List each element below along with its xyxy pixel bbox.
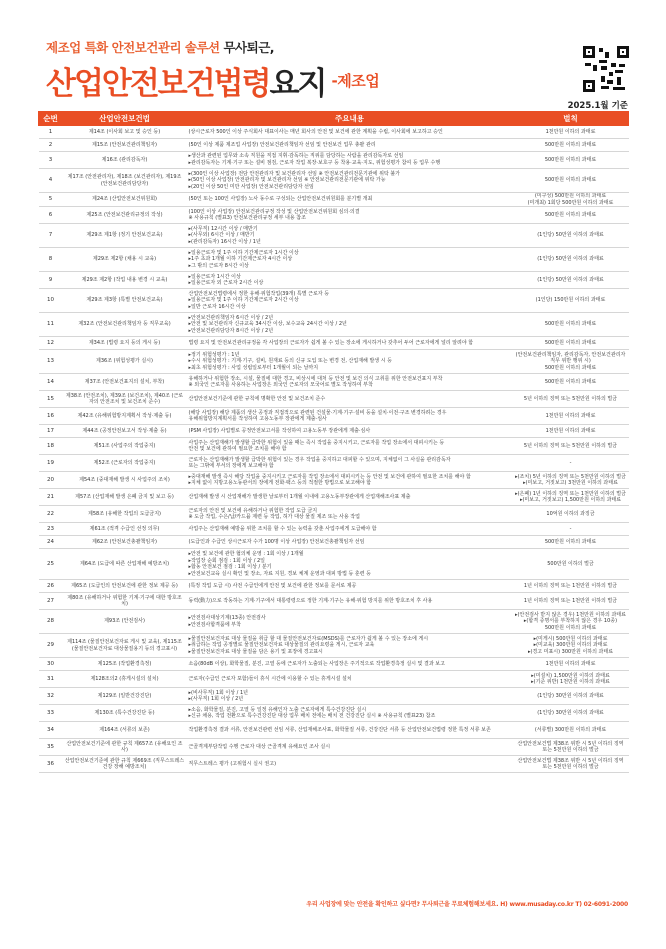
table-row bbox=[39, 688, 629, 705]
row-content: ▸안전보건관리책임자 6시간 이상 / 2년 ▸안전 및 보건관리자 신규교육 34시간 이상, 보수교육 24시간 이상 / 2년 ▸안전보건관리담당자 8시간 이상 / 2년 bbox=[187, 313, 513, 337]
table-row bbox=[39, 593, 629, 610]
law-article: 제36조 (위험성평가 실시) bbox=[63, 350, 187, 374]
row-content: ▸일용근로자 1시간 이상 ▸일용근로자 외 근로자 2시간 이상 bbox=[187, 272, 513, 289]
table-row bbox=[39, 671, 629, 688]
page-title bbox=[46, 58, 379, 103]
row-number: 20 bbox=[39, 472, 63, 489]
title-main: 산업안전보건법령 bbox=[46, 66, 270, 102]
law-article: 제114조 (물질안전보건자료 게시 및 교육), 제115조 (물질안전보건자료 대상물질용기 등의 경고표시) bbox=[63, 634, 187, 658]
row-penalty: 5년 이하의 징역 또는 5천만원 이하의 벌금 bbox=[513, 391, 629, 408]
row-number: 9 bbox=[39, 272, 63, 289]
row-number: 14 bbox=[39, 374, 63, 391]
row-penalty: (안전보건관리책임자, 관리감독자, 안전보건관리자 직무 위반 행위 시) 500만원 이하의 과태료 bbox=[513, 350, 629, 374]
law-article: 제129조 (일반건강진단) bbox=[63, 688, 187, 705]
row-number: 22 bbox=[39, 506, 63, 523]
law-article: 제164조 (서류의 보존) bbox=[63, 722, 187, 739]
row-content: 사업주는 산업재해 예방을 위한 조치를 할 수 있는 능력을 갖춘 사업주에게 도급해야 함 bbox=[187, 523, 513, 536]
law-article: 제58조 (유해한 작업의 도급금지) bbox=[63, 506, 187, 523]
header-no: 순번 bbox=[39, 112, 63, 126]
law-article: 제29조 제1항 (정기 안전보건교육) bbox=[63, 224, 187, 248]
table-row bbox=[39, 408, 629, 425]
law-article: 제52조 (근로자의 작업중지) bbox=[63, 455, 187, 472]
row-number: 7 bbox=[39, 224, 63, 248]
row-penalty: 1천만원 이하의 과태료 bbox=[513, 425, 629, 438]
row-content: ▸소음, 화학물질, 분진, 고열 등 일정 유해인자 노출 근로자에게 특수건강진단 실시 ▸신규 채용, 작업 전환으로 특수건강진단 대상 업무 배치 전에는 배치 전 건강진단 실시 ※ 사용규칙 (별표23) 참조 bbox=[187, 705, 513, 722]
row-number: 23 bbox=[39, 523, 63, 536]
row-number: 27 bbox=[39, 593, 63, 610]
row-penalty: 500만원 이하의 과태료 bbox=[513, 337, 629, 350]
law-article: 제51조 (사업주의 작업중지) bbox=[63, 438, 187, 455]
table-row bbox=[39, 126, 629, 139]
row-content: 법령 요지 및 안전보건관리규정을 각 사업장의 근로자가 쉽게 볼 수 있는 장소에 게시하거나 갖추어 두어 근로자에게 널리 알려야 함 bbox=[187, 337, 513, 350]
row-content: ▸생산과 관련된 업무와 소속 직원을 직접 지휘·감독하는 직위를 담당하는 사람을 관리감독자로 선임 ▸관리감독자는 기계·기구 또는 설비 점검, 근로자 작업 복장·보호구 등 착용·교육·지도, 위험성평가 참여 등 업무 수행 bbox=[187, 152, 513, 169]
row-number: 13 bbox=[39, 350, 63, 374]
row-content: ▸(사무직) 12시간 이상 / 매반기 ▸(사무외) 6시간 이상 / 매반기 ▸(관리감독자) 16시간 이상 / 1년 bbox=[187, 224, 513, 248]
row-number: 21 bbox=[39, 489, 63, 506]
law-article: 제37조 (안전보건표지의 설치, 부착) bbox=[63, 374, 187, 391]
row-number: 6 bbox=[39, 207, 63, 224]
table-row bbox=[39, 472, 629, 489]
table-row bbox=[39, 337, 629, 350]
table-row bbox=[39, 489, 629, 506]
row-penalty: 500만원 이하의 과태료 bbox=[513, 536, 629, 549]
row-content: 작업환경측정 결과 서류, 안전보건관련 선임 서류, 산업재해조사표, 화학물질 서류, 건강진단 서류 등 산업안전보건법령 정한 특정 서류 보존 bbox=[187, 722, 513, 739]
row-content: 동력(動力)으로 작동하는 기계·기구에서 대통령령으로 정한 기계·기구는 유해·위험 방지를 위한 방호조치 후 사용 bbox=[187, 593, 513, 610]
row-number: 35 bbox=[39, 739, 63, 756]
row-penalty: 1년 이하의 징역 또는 1천만원 이하의 벌금 bbox=[513, 580, 629, 593]
title-emphasis: 요지 bbox=[269, 66, 326, 102]
subtitle-text: 제조업 특화 안전보건관리 솔루션 bbox=[46, 40, 220, 55]
row-content: (100인 이상 사업장) 안전보건관리규정 작성 및 산업안전보건위원회 심의·의결 ※ 사용규칙 (별표3) 안전보건관리규정 세부 내용 참조 bbox=[187, 207, 513, 224]
row-number: 18 bbox=[39, 438, 63, 455]
row-number: 19 bbox=[39, 455, 63, 472]
row-number: 12 bbox=[39, 337, 63, 350]
row-number: 31 bbox=[39, 671, 63, 688]
row-penalty: 500만원 이하의 과태료 bbox=[513, 139, 629, 152]
table-row bbox=[39, 739, 629, 756]
row-number: 17 bbox=[39, 425, 63, 438]
table-row bbox=[39, 169, 629, 193]
row-penalty: - bbox=[513, 523, 629, 536]
law-article: 제25조 (안전보건관리규정의 작성) bbox=[63, 207, 187, 224]
law-article: 제93조 (안전검사) bbox=[63, 610, 187, 634]
title-suffix: -제조업 bbox=[331, 72, 380, 90]
row-content: ▸(비사무직) 1회 이상 / 1년 ▸(사무직) 1회 이상 / 2년 bbox=[187, 688, 513, 705]
row-penalty: 1천만원 이하의 과태료 bbox=[513, 126, 629, 139]
table-row bbox=[39, 634, 629, 658]
law-article: 제125조 (작업환경측정) bbox=[63, 658, 187, 671]
qr-code-icon[interactable] bbox=[583, 46, 629, 92]
row-number: 29 bbox=[39, 634, 63, 658]
row-penalty: ▸(안전검사 받지 않은 경우) 1천만원 이하의 과태료 ▸(합격 증명서를 부착하지 않은 경우 10종) 500만원 이하의 과태료 bbox=[513, 610, 629, 634]
table-row bbox=[39, 391, 629, 408]
table-row bbox=[39, 313, 629, 337]
row-number: 32 bbox=[39, 688, 63, 705]
law-article: 제17조 (안전관리자), 제18조 (보건관리자), 제19조 (안전보건관리담당자) bbox=[63, 169, 187, 193]
row-content: 근골격계부담작업 수행 근로자 대상 근골격계 유해요인 조사 실시 bbox=[187, 739, 513, 756]
table-row bbox=[39, 224, 629, 248]
row-number: 3 bbox=[39, 152, 63, 169]
row-penalty: (1인당) 50만원 이하의 과태료 bbox=[513, 248, 629, 272]
row-number: 34 bbox=[39, 722, 63, 739]
row-number: 24 bbox=[39, 536, 63, 549]
row-penalty: 10억원 이하의 과징금 bbox=[513, 506, 629, 523]
table-row bbox=[39, 756, 629, 773]
row-penalty: (1인당) 30만원 이하의 과태료 bbox=[513, 688, 629, 705]
row-number: 30 bbox=[39, 658, 63, 671]
row-content: (특정 작업 도급 시) 사전 수급인에게 안전 및 보건에 관한 정보를 문서로 제공 bbox=[187, 580, 513, 593]
row-content: (50인 이상 제품 제조업 사업장) 안전보건관리책임자 선임 및 안전보건 업무 총괄 관리 bbox=[187, 139, 513, 152]
table-row bbox=[39, 455, 629, 472]
law-article: 제38조 (안전조치), 제39조 (보건조치), 제40조 (근로자의 안전조치 및 보건조치 준수) bbox=[63, 391, 187, 408]
row-penalty: 1천만원 이하의 과태료 bbox=[513, 658, 629, 671]
law-article: 제42조 (유해위험방지계획서 작성·제출 등) bbox=[63, 408, 187, 425]
table-row bbox=[39, 425, 629, 438]
law-article: 제29조 제2항 (작업 내용 변경 시 교육) bbox=[63, 272, 187, 289]
row-content: ▸정기 위험성평가 : 1년 ▸수시 위험성평가 : 기계·기구, 설비, 원재료 등의 신규 도입 또는 변경 전, 산업재해 발생 시 등 ▸최초 위험성평가 : 사업 성립일로부터 1개월이 되는 날까지 bbox=[187, 350, 513, 374]
law-article: 제64조 (도급에 따른 산업재해 예방조치) bbox=[63, 549, 187, 580]
table-row bbox=[39, 658, 629, 671]
law-article: 제32조 (안전보건관리책임자 등 직무교육) bbox=[63, 313, 187, 337]
table-row bbox=[39, 523, 629, 536]
row-content: 유해하거나 위험한 장소, 시설, 물질에 대한 경고, 비상시에 대처 등 안전 및 보건 의식 고취를 위한 안전보건표지 부착 ※ 외국인 근로자를 사용하는 사업장은 외국인 근로자의 모국어로 별도 작성하여 부착 bbox=[187, 374, 513, 391]
law-article: 제24조 (산업안전보건위원회) bbox=[63, 193, 187, 207]
row-penalty: 5년 이하의 징역 또는 5천만원 이하의 벌금 bbox=[513, 438, 629, 455]
row-number: 28 bbox=[39, 610, 63, 634]
row-number: 25 bbox=[39, 549, 63, 580]
row-content: ▸안전검사대상기계(13종) 안전검사 ▸안전검사합격품에 부착 bbox=[187, 610, 513, 634]
row-number: 11 bbox=[39, 313, 63, 337]
row-penalty: 500만원 이하의 과태료 bbox=[513, 152, 629, 169]
row-penalty: (미구성) 500만원 이하의 과태료 (미개최) 1회당 500만원 이하의 과태료 bbox=[513, 193, 629, 207]
row-number: 33 bbox=[39, 705, 63, 722]
row-penalty: 500만원 이하의 과태료 bbox=[513, 169, 629, 193]
law-article: 제61조 (적격 수급인 선정 의무) bbox=[63, 523, 187, 536]
brand-name: 무사퇴근, bbox=[223, 40, 275, 55]
row-penalty: - bbox=[513, 455, 629, 472]
table-row bbox=[39, 207, 629, 224]
row-penalty: (1인당) 30만원 이하의 과태료 bbox=[513, 705, 629, 722]
law-article: 제57조 (산업재해 발생 은폐 금지 및 보고 등) bbox=[63, 489, 187, 506]
law-article: 제62조 (안전보건총괄책임자) bbox=[63, 536, 187, 549]
table-body bbox=[39, 126, 629, 773]
law-article: 산업안전보건기준에 관한 규칙 제669조 (직무스트레스 건강 장해 예방조치) bbox=[63, 756, 187, 773]
law-article: 제16조 (관리감독자) bbox=[63, 152, 187, 169]
row-penalty: 산업안전보건법 제38조 위반 시 5년 이하의 징역 또는 5천만원 이하의 벌금 bbox=[513, 739, 629, 756]
table-row bbox=[39, 610, 629, 634]
header-penalty: 벌칙 bbox=[513, 112, 629, 126]
law-article: 제29조 제2항 (채용 시 교육) bbox=[63, 248, 187, 272]
law-article: 제29조 제3항 (특별 안전보건교육) bbox=[63, 289, 187, 313]
table-row bbox=[39, 536, 629, 549]
row-penalty: 500만원 이하의 과태료 bbox=[513, 207, 629, 224]
row-content: 근로자는 산업재해가 발생할 급박한 위험이 있는 경우 작업을 중지하고 대피할 수 있으며, 지체없이 그 사실을 관리감독자 또는 그밖에 부서의 장에게 보고해야 함 bbox=[187, 455, 513, 472]
row-penalty: ▸(미게시) 500만원 이하의 과태료 ▸(미교육) 300만원 이하의 과태료 ▸(경고 미표시) 300만원 이하의 과태료 bbox=[513, 634, 629, 658]
row-content: (PSM 사업장) 사업별로 공정안전보고서를 작성하여 고용노동부 장관에게 제출·심사 bbox=[187, 425, 513, 438]
law-article: 제80조 (유해하거나 위험한 기계·기구에 대한 방호조치) bbox=[63, 593, 187, 610]
row-content: 근로자의 안전 및 보건에 유해하거나 위험한 작업 도급 금지 ※ 도금 작업, 수은/납/카드뮴 제련 등 작업, 허가 대상 물질 제조 또는 사용 작업 bbox=[187, 506, 513, 523]
row-penalty: (서류별) 300만원 이하의 과태료 bbox=[513, 722, 629, 739]
row-penalty: 500만원 이하의 과태료 bbox=[513, 374, 629, 391]
row-number: 1 bbox=[39, 126, 63, 139]
table-row bbox=[39, 350, 629, 374]
row-penalty: (1인당) 150만원 이하의 과태료 bbox=[513, 289, 629, 313]
row-penalty: 500만원 이하의 벌금 bbox=[513, 549, 629, 580]
row-penalty: ▸(미설치) 1,500만원 이하의 과태료 ▸(기준 위반) 1천만원 이하의 과태료 bbox=[513, 671, 629, 688]
row-content: 산업안전보건법령에서 정한 유해·위험작업(39개) 특별 근로자 등 ▸일용근로자 및 1주 이하 기간제근로자 2시간 이상 ▸일반 근로자 16시간 이상 bbox=[187, 289, 513, 313]
row-number: 10 bbox=[39, 289, 63, 313]
table-row bbox=[39, 193, 629, 207]
header-law: 산업안전보건법 bbox=[63, 112, 187, 126]
header-subtitle bbox=[46, 38, 274, 56]
row-number: 26 bbox=[39, 580, 63, 593]
law-article: 제15조 (안전보건관리책임자) bbox=[63, 139, 187, 152]
row-number: 15 bbox=[39, 391, 63, 408]
table-row bbox=[39, 272, 629, 289]
row-content: (상시근로자 500인 이상 주식회사 대표이사는 매년 회사의 안전 및 보건에 관한 계획을 수립, 이사회에 보고하고 승인 bbox=[187, 126, 513, 139]
table-row bbox=[39, 139, 629, 152]
law-summary-table bbox=[38, 111, 629, 773]
row-content: (50인 또는 100인 사업장) 노사 동수로 구성되는 산업안전보건위원회를 분기별 개최 bbox=[187, 193, 513, 207]
footer-contact: 우리 사업장에 맞는 안전을 확인하고 싶다면? 무사퇴근을 무료체험해보세요. H) www.musaday.co.kr T) 02-6091-2000 bbox=[306, 901, 628, 908]
table-row bbox=[39, 705, 629, 722]
table-row bbox=[39, 374, 629, 391]
table-row bbox=[39, 152, 629, 169]
row-content: 소음(80dB 이상), 화학물질, 분진, 고열 등에 근로자가 노출되는 사업장은 주기적으로 작업환경측정 실시 및 결과 보고 bbox=[187, 658, 513, 671]
row-content: 사업주는 산업재해가 발생할 급박한 위험이 있을 때는 즉시 작업을 중지시키고, 근로자를 작업 장소에서 대피시키는 등 안전 및 보건에 관하여 필요한 조치를 해야 함 bbox=[187, 438, 513, 455]
table-row bbox=[39, 248, 629, 272]
row-content: (해당 사업장) 해당 제품의 생산 공정과 직접적으로 관련된 건설물·기계·기구·설비 등을 설치·이전·구조 변경하려는 경우 유해위험방지계획서를 작성하여 고용노동부 장관에게 제출·심사 bbox=[187, 408, 513, 425]
law-article: 제130조 (특수건강진단 등) bbox=[63, 705, 187, 722]
row-penalty: ▸(은폐) 1년 이하의 징역 또는 1천만원 이하의 벌금 ▸(미보고, 거짓보고) 1,500만원 이하의 과태료 bbox=[513, 489, 629, 506]
row-number: 8 bbox=[39, 248, 63, 272]
table-row bbox=[39, 580, 629, 593]
row-content: ▸물질안전보건자료 대상 물질을 취급 할 대 물질안전보건자료(MSDS)를 근로자가 쉽게 볼 수 있는 장소에 게시 ▸취급하는 작업 공정별로 물질안전보건자료 대상물질의 관리요령을 게시, 근로자 교육 ▸물질안전보건자료 대상 물질을 담은 용기 및 포장에 경고표시 bbox=[187, 634, 513, 658]
date-label: 2025.1월 기준 bbox=[567, 101, 628, 111]
row-content: ▸일용근로자 및 1주 이하 기간제근로자 1시간 이상 ▸1주 초과 1개월 이하 기간제근로자 4시간 이상 ▸그 밖의 근로자 8시간 이상 bbox=[187, 248, 513, 272]
row-penalty: (1인당) 50만원 이하의 과태료 bbox=[513, 224, 629, 248]
row-content: 산업안전보건기준에 관한 규칙에 명확한 안전 및 보건조치 준수 bbox=[187, 391, 513, 408]
law-article: 제14조 (이사회 보고 및 승인 등) bbox=[63, 126, 187, 139]
row-number: 16 bbox=[39, 408, 63, 425]
row-content: ▸안전 및 보건에 관한 협의체 운영 : 1회 이상 / 1개월 ▸작업장 순회 점검 : 1회 이상 / 2일 ▸합동 안전보건 점검 : 1회 이상 / 분기 ▸안전보건교육 실시 확인 및 장소, 자료 지원, 경보 체계 운영과 대피 방법 등 훈련 등 bbox=[187, 549, 513, 580]
row-number: 5 bbox=[39, 193, 63, 207]
table-header-row bbox=[39, 112, 629, 126]
row-penalty: 1년 이하의 징역 또는 1천만원 이하의 벌금 bbox=[513, 593, 629, 610]
header-content: 주요내용 bbox=[187, 112, 513, 126]
row-penalty: ▸(조치) 5년 이하의 징역 또는 5천만원 이하의 벌금 ▸(미보고, 거짓보고) 3천만원 이하의 과태료 bbox=[513, 472, 629, 489]
law-article: 제128조의2 (휴게시설의 설치) bbox=[63, 671, 187, 688]
row-number: 2 bbox=[39, 139, 63, 152]
row-content: ▸중대재해 발생 즉시 해당 작업을 중지시키고 근로자를 작업 장소에서 대피시키는 등 안전 및 보건에 관하여 필요한 조치를 해야 함 ▸지체 없이 지방고용노동관서의 장에게 전화·팩스 등의 적절한 방법으로 보고해야 함 bbox=[187, 472, 513, 489]
row-number: 36 bbox=[39, 756, 63, 773]
row-content: 근로자(수급인 근로자 포함)들이 휴식 시간에 이용할 수 있는 휴게시설 설치 bbox=[187, 671, 513, 688]
table-row bbox=[39, 549, 629, 580]
table-row bbox=[39, 506, 629, 523]
row-content: 산업재해 발생 시 산업재해가 발생한 날로부터 1개월 이내에 고용노동부장관에게 산업재해조사표 제출 bbox=[187, 489, 513, 506]
law-article: 제44조 (공정안전보고서 작성·제출 등) bbox=[63, 425, 187, 438]
row-content: 직무스트레스 평가 (고위험시 실시 권고) bbox=[187, 756, 513, 773]
law-article: 제54조 (중대재해 발생 시 사업주의 조치) bbox=[63, 472, 187, 489]
row-content: (도급인과 수급인 상시근로자 수가 100명 이상 사업장) 안전보건총괄책임자 선임 bbox=[187, 536, 513, 549]
table-row bbox=[39, 438, 629, 455]
law-article: 제34조 (법령 요지 등의 게시 등) bbox=[63, 337, 187, 350]
law-article: 제65조 (도급인의 안전보건에 관한 정보 제공 등) bbox=[63, 580, 187, 593]
law-article: 산업안전보건기준에 관한 규칙 제657조 (유해요인 조사) bbox=[63, 739, 187, 756]
row-number: 4 bbox=[39, 169, 63, 193]
row-content: ▸(300인 이상 사업장) 전담 안전관리자 및 보건관리자 선임 ※ 안전보건관리전문기관에 위탁 불가 ▸(50인 이상 사업장) 안전관리자 및 보건관리자 선임 ※ 안전보건관리전문기관에 위탁 가능 ▸(20인 이상 50인 미만 사업장) 안전보건관리담당자 선임 bbox=[187, 169, 513, 193]
row-penalty: (1인당) 50만원 이하의 과태료 bbox=[513, 272, 629, 289]
table-row bbox=[39, 289, 629, 313]
row-penalty: 500만원 이하의 과태료 bbox=[513, 313, 629, 337]
row-penalty: 1천만원 이하의 과태료 bbox=[513, 408, 629, 425]
table-row bbox=[39, 722, 629, 739]
row-penalty: 산업안전보건법 제38조 위반 시 5년 이하의 징역 또는 5천만원 이하의 벌금 bbox=[513, 756, 629, 773]
